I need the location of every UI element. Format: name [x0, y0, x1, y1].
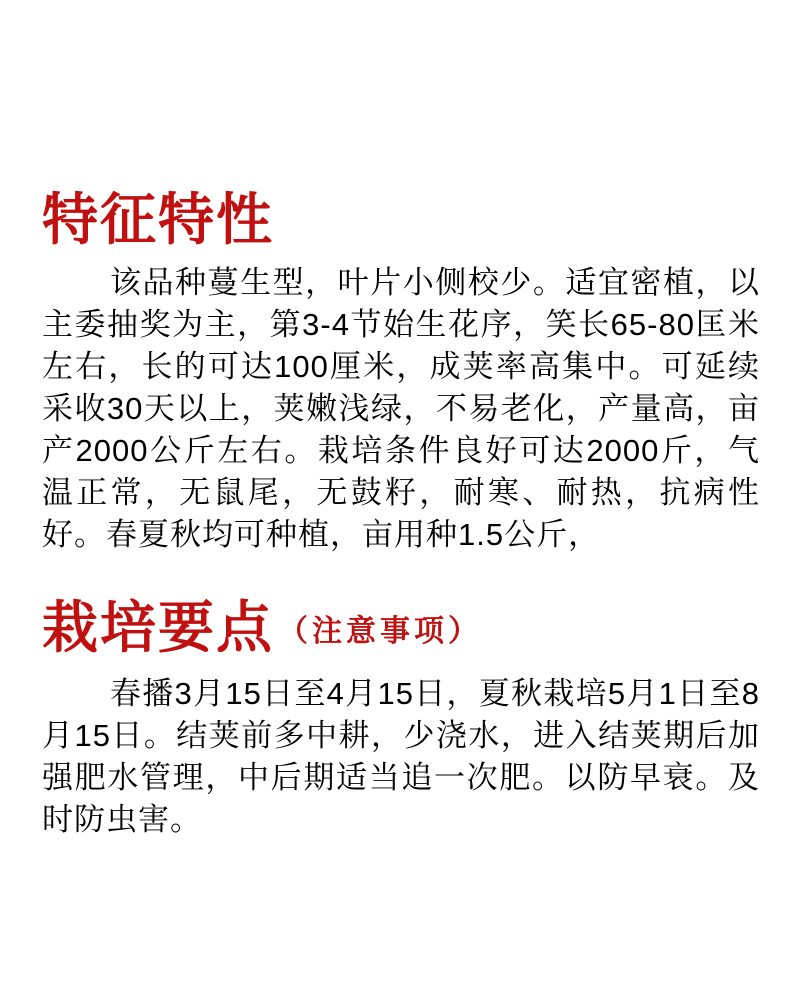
section-title-cultivation: 栽培要点	[42, 598, 274, 660]
section-heading-cultivation	[42, 598, 760, 663]
section-body-characteristics: 该品种蔓生型，叶片小侧校少。适宜密植，以主委抽奖为主，第3-4节始生花序，笑长65-80匡米左右，长的可达100厘米，成荚率高集中。可延续采收30天以上，荚嫩浅绿，不易老化，产量高，亩产2000公斤左右。栽培条件良好可达2000斤，气温正常，无鼠尾，无鼓籽，耐寒、耐热，抗病性好。春夏秋均可种植，亩用种1.5公斤，	[42, 265, 760, 552]
section-cultivation	[42, 598, 760, 841]
section-subtitle-cultivation: （注意事项）	[278, 615, 482, 648]
section-characteristics	[42, 190, 760, 556]
section-title-characteristics: 特征特性	[42, 190, 274, 252]
section-body-cultivation: 春播3月15日至4月15日，夏秋栽培5月1日至8月15日。结荚前多中耕，少浇水，进入结荚期后加强肥水管理，中后期适当追一次肥。以防早衰。及时防虫害。	[42, 676, 760, 837]
document-content	[42, 190, 760, 841]
